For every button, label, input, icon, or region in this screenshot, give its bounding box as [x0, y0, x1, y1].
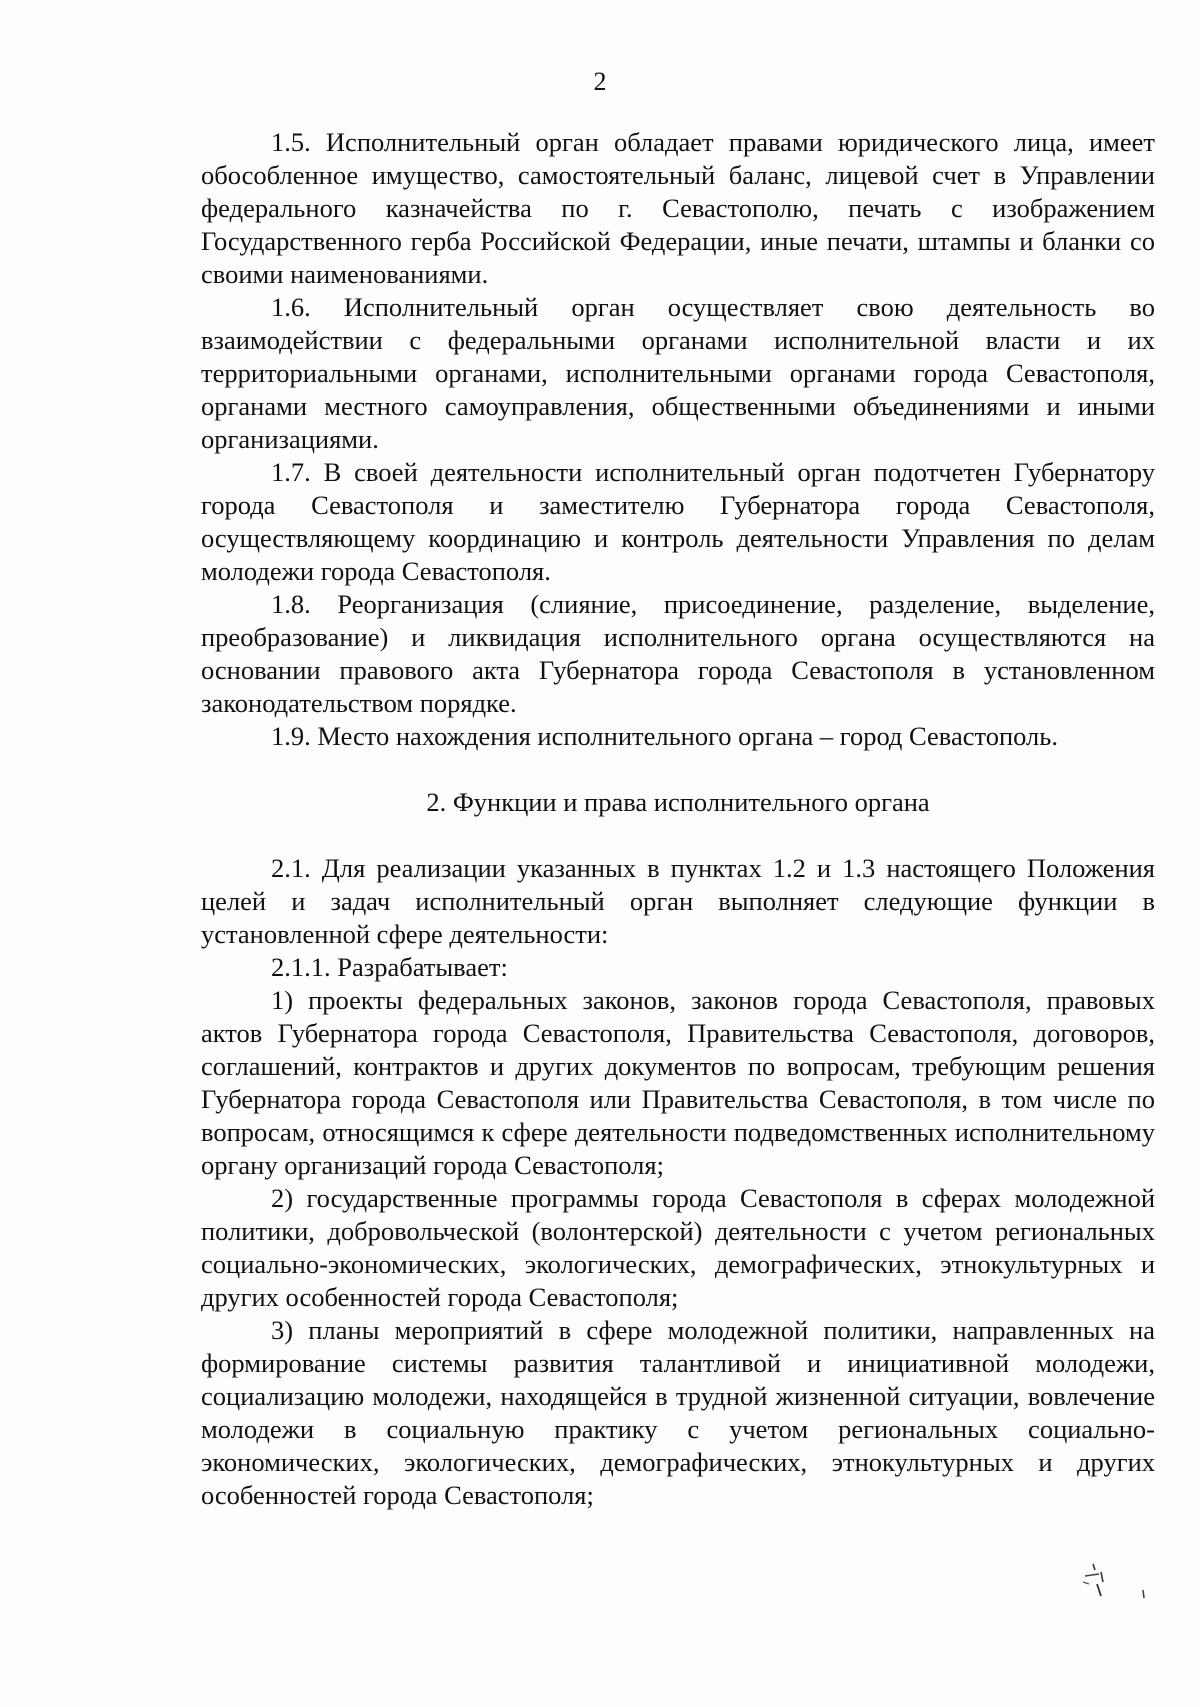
section-heading: 2. Функции и права исполнительного органа	[426, 787, 930, 817]
paragraph-1-8: 1.8. Реорганизация (слияние, присоединение, разделение, выделение, преобразование) и ликвидация исполнительного органа осуществляются на основании правового акта Губернатора города Севастополя в установленном законодательством порядке.	[201, 589, 1155, 718]
document-body	[201, 126, 1155, 1512]
list-item-1: 1) проекты федеральных законов, законов города Севастополя, правовых актов Губернатора города Севастополя, Правительства Севастополя, договоров, соглашений, контрактов и других документов по вопросам, требующим решения Губернатора города Севастополя или Правительства Севастополя, в том числе по вопросам, относящимся к сфере деятельности подведомственных исполнительному органу организаций города Севастополя;	[201, 985, 1155, 1180]
page-number: 2	[593, 67, 607, 96]
paragraph-1-5: 1.5. Исполнительный орган обладает правами юридического лица, имеет обособленное имущество, самостоятельный баланс, лицевой счет в Управлении федерального казначейства по г. Севастополю, печать с изображением Государственного герба Российской Федерации, иные печати, штампы и бланки со своими наименованиями.	[201, 127, 1155, 289]
list-item-3: 3) планы мероприятий в сфере молодежной политики, направленных на формирование системы развития талантливой и инициативной молодежи, социализацию молодежи, находящейся в трудной жизненной ситуации, вовлечение молодежи в социальную практику с учетом региональных социально-экономических, экологических, демографических, этнокультурных и других особенностей города Севастополя;	[201, 1315, 1155, 1510]
pen-marks	[1075, 1562, 1155, 1612]
paragraph-2-1-1: 2.1.1. Разрабатывает:	[271, 952, 508, 982]
paragraph-1-9: 1.9. Место нахождения исполнительного органа – город Севастополь.	[271, 721, 1058, 751]
list-item-2: 2) государственные программы города Севастополя в сферах молодежной политики, добровольческой (волонтерской) деятельности с учетом региональных социально-экономических, экологических, демографических, этнокультурных и других особенностей города Севастополя;	[201, 1183, 1155, 1312]
paragraph-1-6: 1.6. Исполнительный орган осуществляет свою деятельность во взаимодействии с федеральными органами исполнительной власти и их территориальными органами, исполнительными органами города Севастополя, органами местного самоуправления, общественными объединениями и иными организациями.	[201, 292, 1155, 454]
paragraph-2-1: 2.1. Для реализации указанных в пунктах 1.2 и 1.3 настоящего Положения целей и задач исполнительный орган выполняет следующие функции в установленной сфере деятельности:	[201, 853, 1155, 949]
paragraph-1-7: 1.7. В своей деятельности исполнительный орган подотчетен Губернатору города Севастополя и заместителю Губернатора города Севастополя, осуществляющему координацию и контроль деятельности Управления по делам молодежи города Севастополя.	[201, 457, 1155, 586]
